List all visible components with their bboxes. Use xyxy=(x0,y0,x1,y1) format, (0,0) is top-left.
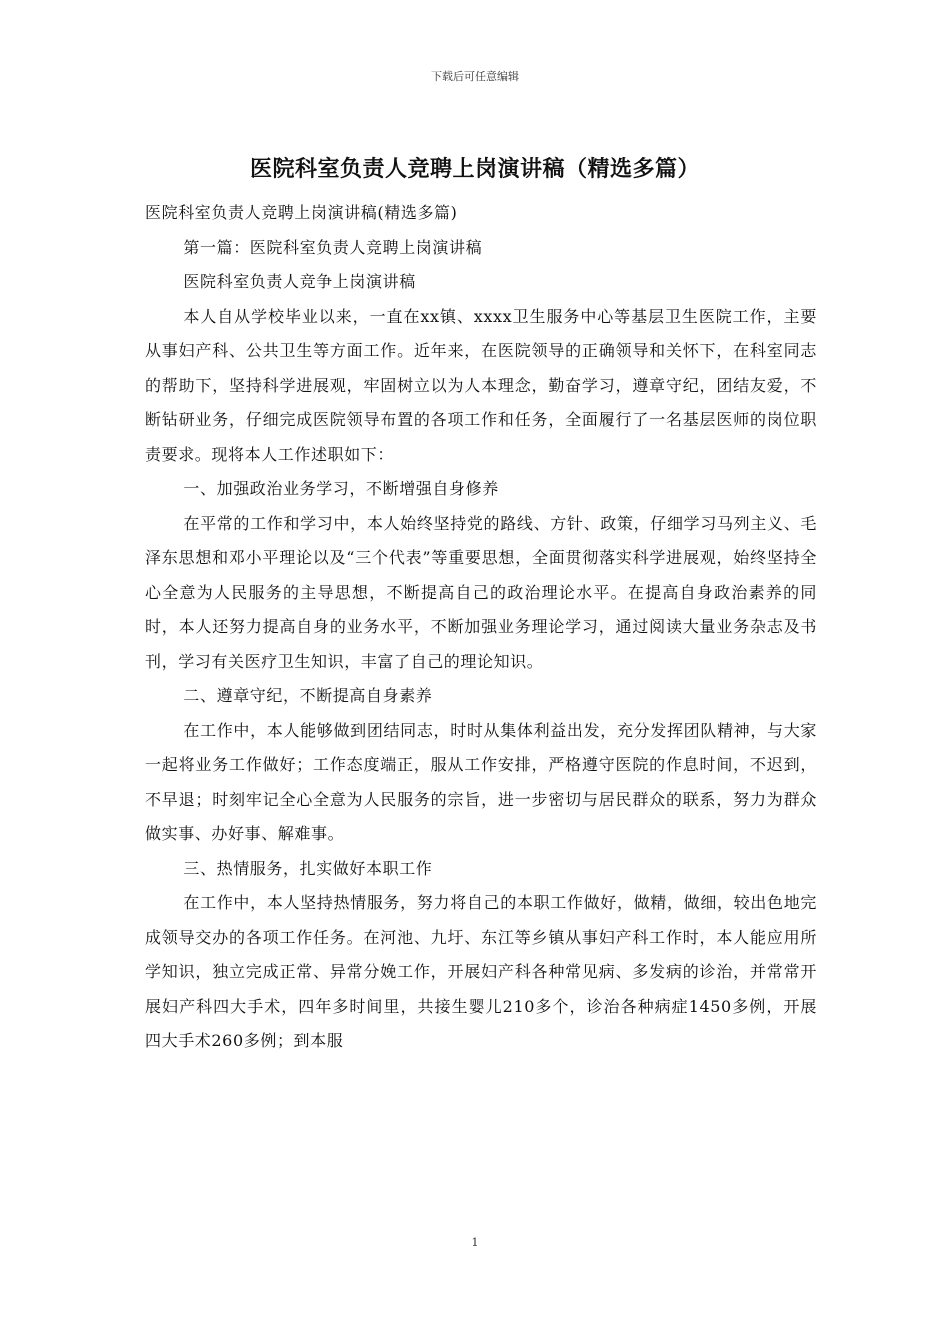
document-body xyxy=(145,196,817,1059)
section-heading: 第一篇：医院科室负责人竞聘上岗演讲稿 xyxy=(183,237,483,257)
document-title: 医院科室负责人竞聘上岗演讲稿（精选多篇） xyxy=(249,157,700,182)
body-paragraph: 本人自从学校毕业以来，一直在xx镇、xxxx卫生服务中心等基层卫生医院工作，主要从事妇产科、公共卫生等方面工作。近年来，在医院领导的正确领导和关怀下，在科室同志的帮助下，坚持科学进展观，牢固树立以为人本理念，勤奋学习，遵章守纪，团结友爱，不断钻研业务，仔细完成医院领导布置的各项工作和任务，全面履行了一名基层医师的岗位职责要求。现将本人工作述职如下： xyxy=(145,306,817,464)
section-heading: 三、热情服务，扎实做好本职工作 xyxy=(183,858,433,878)
body-paragraph: 在工作中，本人能够做到团结同志，时时从集体利益出发，充分发挥团队精神，与大家一起将业务工作做好；工作态度端正，服从工作安排，严格遵守医院的作息时间，不迟到，不早退；时刻牢记全心全意为人民服务的宗旨，进一步密切与居民群众的联系，努力为群众做实事、办好事、解难事。 xyxy=(145,720,817,843)
speech-title: 医院科室负责人竞争上岗演讲稿 xyxy=(183,272,416,291)
subtitle-line: 医院科室负责人竞聘上岗演讲稿(精选多篇) xyxy=(145,203,458,222)
page-number: 1 xyxy=(471,1236,479,1249)
section-heading: 二、遵章守纪，不断提高自身素养 xyxy=(183,686,433,705)
body-paragraph: 在工作中，本人坚持热情服务，努力将自己的本职工作做好，做精，做细，较出色地完成领导交办的各项工作任务。在河池、九圩、东江等乡镇从事妇产科工作时，本人能应用所学知识，独立完成正常、异常分娩工作，开展妇产科各种常见病、多发病的诊治，并常常开展妇产科四大手术，四年多时间里，共接生婴儿210多个，诊治各种病症1450多例，开展四大手术260多例；到本服 xyxy=(145,893,817,1050)
section-heading: 一、加强政治业务学习，不断增强自身修养 xyxy=(183,479,499,498)
body-paragraph: 在平常的工作和学习中，本人始终坚持党的路线、方针、政策，仔细学习马列主义、毛泽东思想和邓小平理论以及“三个代表”等重要思想，全面贯彻落实科学进展观，始终坚持全心全意为人民服务的主导思想，不断提高自己的政治理论水平。在提高自身政治素养的同时，本人还努力提高自身的业务水平，不断加强业务理论学习，通过阅读大量业务杂志及书刊，学习有关医疗卫生知识，丰富了自己的理论知识。 xyxy=(145,513,817,671)
page-header-note: 下载后可任意编辑 xyxy=(431,70,519,83)
